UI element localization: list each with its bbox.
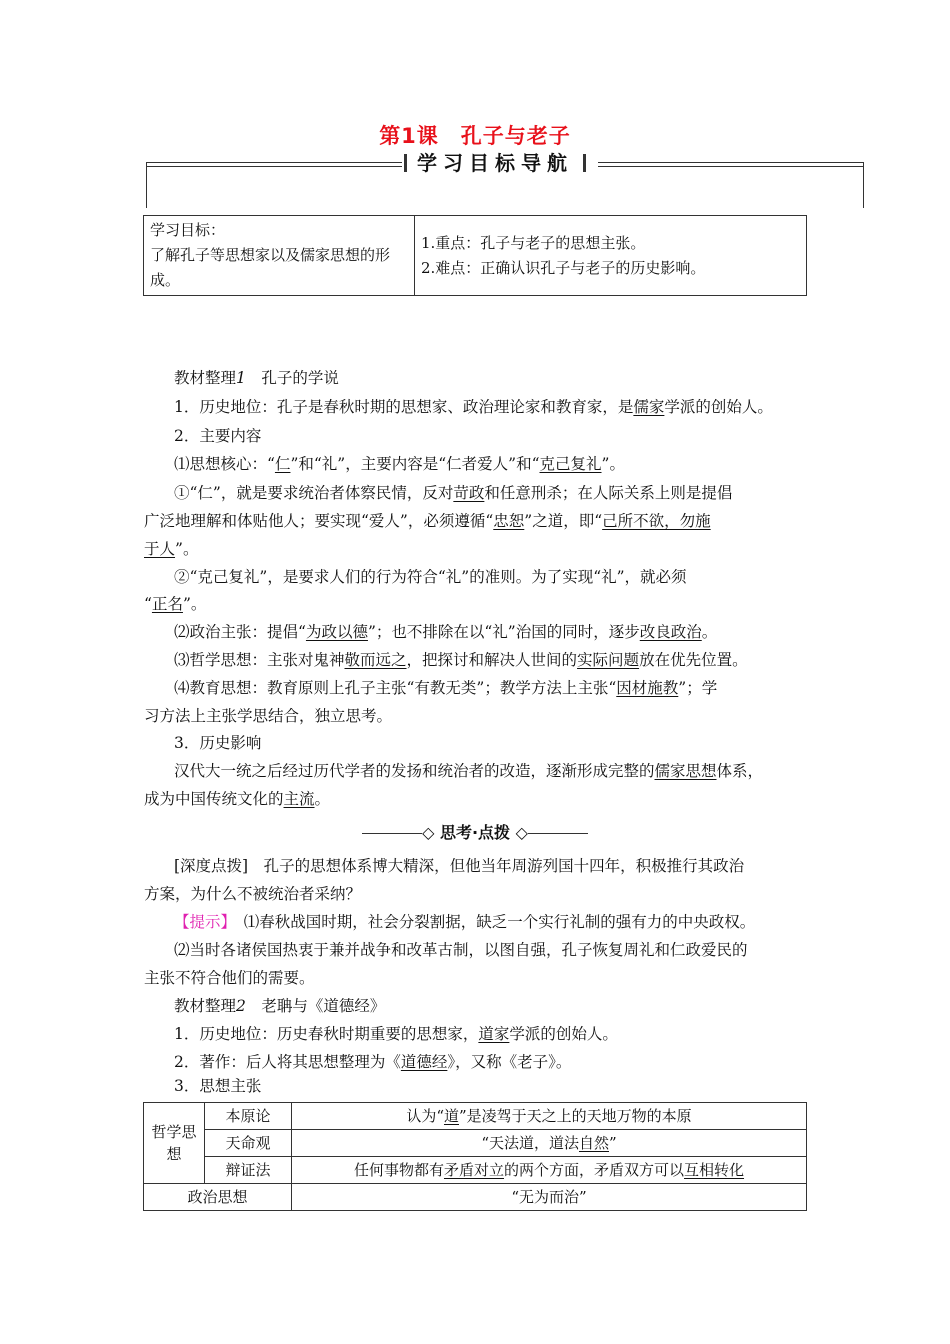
goals-left-cell xyxy=(144,216,415,296)
thought-core: ⑴思想核心：“仁”和“礼”，主要内容是“仁者爱人”和“克己复礼”。 xyxy=(174,455,625,473)
influence-line2: 成为中国传统文化的主流。 xyxy=(144,790,331,808)
goals-key-point: 1.重点：孔子与老子的思想主张。 xyxy=(421,233,646,252)
think-header: ◇ 思考·点拨 ◇ xyxy=(0,820,950,843)
ren-paragraph-line1: ①“仁”，就是要求统治者体察民情，反对苛政和任意刑杀；在人际关系上则是提倡 xyxy=(174,484,733,502)
section2-item2: 2．著作：后人将其思想整理为《道德经》，又称《老子》。 xyxy=(174,1053,572,1071)
ren-paragraph-line2: 广泛地理解和体贴他人；要实现“爱人”，必须遵循“忠恕”之道，即“己所不欲，勿施 xyxy=(144,512,711,530)
heaven-value: “天法道，道法自然” xyxy=(292,1130,807,1157)
learning-goals-table xyxy=(143,215,807,296)
laozi-thought-table xyxy=(143,1102,807,1211)
section1-item3: 3．历史影响 xyxy=(174,734,262,752)
nav-title: 学习目标导航 xyxy=(417,151,573,175)
hint-answer-2-line1: ⑵当时各诸侯国热衷于兼并战争和改革古制，以图自强，孔子恢复周礼和仁政爱民的 xyxy=(174,941,748,959)
section2-heading: 教材整理2 老聃与《道德经》 xyxy=(174,997,386,1015)
deep-question-line1: [深度点拨] 孔子的思想体系博大精深，但他当年周游列国十四年，积极推行其政治 xyxy=(174,857,745,875)
deep-question-line2: 方案，为什么不被统治者采纳？ xyxy=(144,885,362,903)
education-views-line2: 习方法上主张学思结合，独立思考。 xyxy=(144,707,393,725)
goals-difficulty: 2.难点：正确认识孔子与老子的历史影响。 xyxy=(421,258,706,277)
philosophy-cell: 哲学思想 xyxy=(144,1103,205,1184)
heaven-label: 天命观 xyxy=(205,1130,292,1157)
goals-right-cell xyxy=(415,216,807,296)
section1-item2: 2．主要内容 xyxy=(174,427,262,445)
hint-answer-1: 【提示】 ⑴春秋战国时期，社会分裂割据，缺乏一个实行礼制的强有力的中央政权。 xyxy=(174,913,756,931)
section1-item1: 1．历史地位：孔子是春秋时期的思想家、政治理论家和教育家，是儒家学派的创始人。 xyxy=(174,398,773,416)
section1-heading: 教材整理1 孔子的学说 xyxy=(174,369,339,387)
section2-item3: 3．思想主张 xyxy=(174,1077,262,1095)
li-paragraph-line2: “正名”。 xyxy=(144,595,207,613)
influence-line1: 汉代大一统之后经过历代学者的发扬和统治者的改造，逐渐形成完整的儒家思想体系， xyxy=(174,762,764,780)
li-paragraph-line1: ②“克己复礼”，是要求人们的行为符合“礼”的准则。为了实现“礼”，就必须 xyxy=(174,568,687,586)
education-views-line1: ⑷教育思想：教育原则上孔子主张“有教无类”；教学方法上主张“因材施教”；学 xyxy=(174,679,718,697)
goals-label: 学习目标： xyxy=(150,221,226,239)
philosophy-views: ⑶哲学思想：主张对鬼神敬而远之，把探讨和解决人世间的实际问题放在优先位置。 xyxy=(174,651,748,669)
ren-paragraph-line3: 于人”。 xyxy=(144,540,199,558)
political-views: ⑵政治主张：提倡“为政以德”；也不排除在以“礼”治国的同时，逐步改良政治。 xyxy=(174,623,718,641)
politics-label: 政治思想 xyxy=(144,1184,292,1211)
goals-left-text: 了解孔子等思想家以及儒家思想的形成。 xyxy=(150,246,391,289)
hint-label: 【提示】 xyxy=(174,913,229,931)
lesson-title: 第1课 孔子与老子 xyxy=(379,124,571,148)
nav-title-box xyxy=(402,148,588,178)
politics-value: “无为而治” xyxy=(292,1184,807,1211)
section2-item1: 1．历史地位：历史春秋时期重要的思想家，道家学派的创始人。 xyxy=(174,1025,618,1043)
dialectics-value: 任何事物都有矛盾对立的两个方面，矛盾双方可以互相转化 xyxy=(292,1157,807,1184)
origin-label: 本原论 xyxy=(205,1103,292,1130)
origin-value: 认为“道”是凌驾于天之上的天地万物的本原 xyxy=(292,1103,807,1130)
hint-answer-2-line2: 主张不符合他们的需要。 xyxy=(144,969,315,987)
dialectics-label: 辩证法 xyxy=(205,1157,292,1184)
